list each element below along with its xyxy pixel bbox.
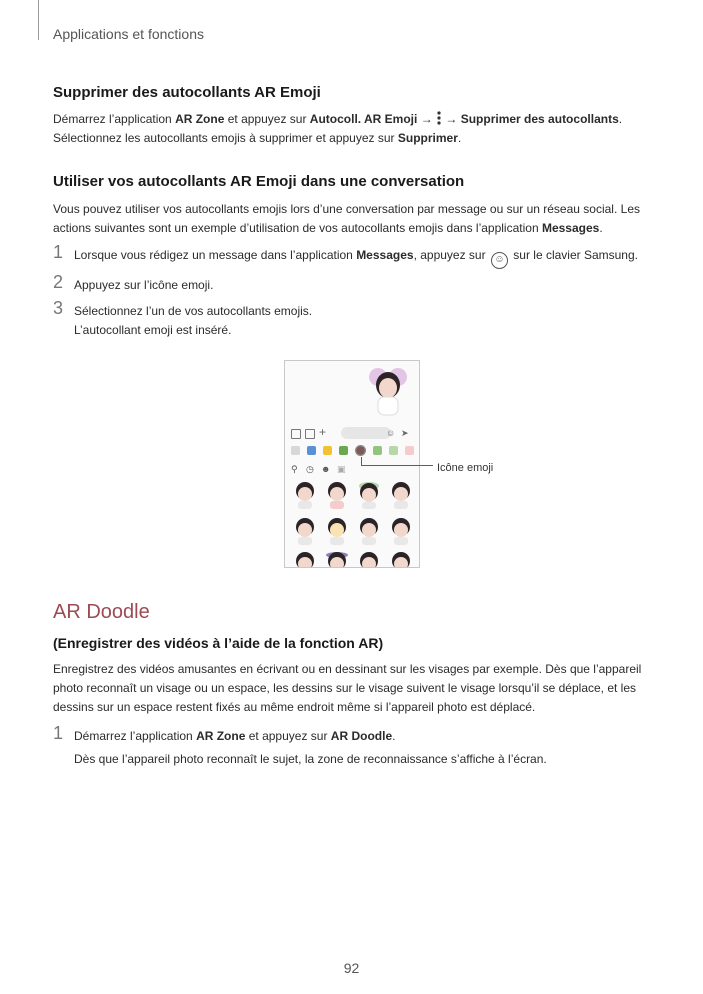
step-text: Appuyez sur l’icône emoji. bbox=[74, 278, 214, 292]
text: . bbox=[618, 112, 623, 126]
sticker-thumbnail[interactable] bbox=[355, 516, 383, 546]
text: . bbox=[392, 729, 396, 743]
keyboard-tab[interactable] bbox=[405, 446, 414, 455]
sticker-thumbnail[interactable] bbox=[323, 516, 351, 546]
keyboard-tab[interactable] bbox=[389, 446, 398, 455]
search-icon[interactable]: ⚲ bbox=[291, 464, 298, 474]
step-item bbox=[53, 723, 653, 769]
smiley-icon: ☺ bbox=[491, 252, 508, 269]
gallery-icon[interactable] bbox=[291, 429, 301, 439]
step-item bbox=[53, 298, 653, 340]
phone-screenshot bbox=[284, 360, 420, 568]
text: Vous pouvez utiliser vos autocollants emojis lors d’une conversation par message ou sur un réseau social. Les actions suivantes sont un exemple d’utilisation de vos autocollants emojis dans l’application bbox=[53, 202, 640, 235]
recent-icon[interactable]: ◷ bbox=[306, 464, 314, 474]
message-toolbar bbox=[291, 427, 413, 439]
text: → bbox=[442, 112, 461, 126]
sticker-thumbnail[interactable] bbox=[291, 480, 319, 510]
emoji-icon[interactable]: ☺ bbox=[386, 428, 396, 438]
running-head: Applications et fonctions bbox=[53, 26, 204, 42]
step-subtext: L’autocollant emoji est inséré. bbox=[74, 323, 232, 337]
text: Démarrez l’application bbox=[74, 729, 197, 743]
sticker-thumbnail[interactable] bbox=[291, 550, 319, 568]
callout-line bbox=[361, 457, 362, 465]
send-icon[interactable]: ➤ bbox=[401, 428, 409, 438]
more-icon[interactable]: ▣ bbox=[337, 464, 346, 474]
step-number: 2 bbox=[53, 272, 64, 292]
section-title: Supprimer des autocollants AR Emoji bbox=[53, 84, 321, 101]
header-rule bbox=[38, 0, 39, 40]
text: Démarrez l’application bbox=[53, 112, 176, 126]
text: → bbox=[417, 112, 437, 126]
avatar-icon[interactable]: ☻ bbox=[321, 464, 331, 474]
keyboard-tab[interactable] bbox=[373, 446, 382, 455]
step-number: 1 bbox=[53, 723, 64, 743]
step-item bbox=[53, 242, 653, 269]
bold-text: Supprimer des autocollants bbox=[460, 112, 619, 126]
keyboard-tab[interactable] bbox=[291, 446, 300, 455]
chapter-title: AR Doodle bbox=[53, 601, 150, 623]
page-number: 92 bbox=[343, 960, 360, 976]
callout-label: Icône emoji bbox=[437, 462, 494, 474]
text: , appuyez sur bbox=[413, 248, 489, 262]
sticker-thumbnail[interactable] bbox=[387, 480, 415, 510]
section-title: Utiliser vos autocollants AR Emoji dans une conversation bbox=[53, 173, 465, 190]
step-item bbox=[53, 272, 653, 295]
bold-text: Supprimer bbox=[397, 131, 458, 145]
sticker-thumbnail[interactable] bbox=[323, 480, 351, 510]
bold-text: AR Zone bbox=[196, 729, 246, 743]
sent-sticker-image bbox=[365, 365, 411, 417]
step-number: 3 bbox=[53, 298, 64, 318]
text: Sélectionnez les autocollants emojis à supprimer et appuyez sur bbox=[53, 131, 398, 145]
callout-line bbox=[361, 465, 433, 466]
section-subtitle: (Enregistrer des vidéos à l’aide de la fonction AR) bbox=[53, 635, 384, 651]
keyboard-tab[interactable] bbox=[307, 446, 316, 455]
section-ar-doodle bbox=[53, 601, 653, 769]
sticker-thumbnail[interactable] bbox=[355, 480, 383, 510]
bold-text: Messages bbox=[356, 248, 414, 262]
emoji-sticker-icon[interactable] bbox=[356, 446, 365, 455]
keyboard-tab[interactable] bbox=[339, 446, 348, 455]
step-text: Sélectionnez l’un de vos autocollants emojis. bbox=[74, 304, 313, 318]
sticker-thumbnail[interactable] bbox=[355, 550, 383, 568]
step-text bbox=[74, 246, 653, 269]
text: . bbox=[599, 221, 603, 235]
paragraph bbox=[53, 200, 653, 238]
paragraph: Enregistrez des vidéos amusantes en écrivant ou en dessinant sur les visages par exemple. Dès que l’appareil photo reconnaît un visage ou un espace, les dessins sur le visage suivent le visage lorsqu’il se déplace, et les dessins sur un espace restent fixés au même endroit même si l’appareil photo est déplacé. bbox=[53, 662, 642, 714]
bold-text: Autocoll. AR Emoji bbox=[309, 112, 418, 126]
camera-icon[interactable] bbox=[305, 429, 315, 439]
keyboard-tab[interactable] bbox=[323, 446, 332, 455]
text: . bbox=[457, 131, 462, 145]
paragraph bbox=[53, 110, 622, 148]
text: et appuyez sur bbox=[224, 112, 310, 126]
step-number: 1 bbox=[53, 242, 64, 262]
text: Lorsque vous rédigez un message dans l’application bbox=[74, 248, 357, 262]
keyboard-tab-row bbox=[289, 446, 415, 458]
sticker-thumbnail[interactable] bbox=[323, 550, 351, 568]
sticker-thumbnail[interactable] bbox=[387, 516, 415, 546]
section-delete-stickers bbox=[53, 84, 622, 148]
message-input[interactable] bbox=[341, 427, 391, 439]
text: sur le clavier Samsung. bbox=[509, 248, 638, 262]
sticker-thumbnail[interactable] bbox=[291, 516, 319, 546]
add-icon[interactable]: + bbox=[319, 425, 327, 439]
step-subtext: Dès que l’appareil photo reconnaît le sujet, la zone de reconnaissance s’affiche à l’écran. bbox=[74, 752, 547, 766]
bold-text: AR Doodle bbox=[330, 729, 393, 743]
bold-text: AR Zone bbox=[175, 112, 225, 126]
bold-text: Messages bbox=[541, 221, 600, 235]
text: et appuyez sur bbox=[245, 729, 331, 743]
section-use-stickers bbox=[53, 173, 653, 340]
sticker-thumbnail[interactable] bbox=[387, 550, 415, 568]
step-text bbox=[74, 727, 653, 746]
